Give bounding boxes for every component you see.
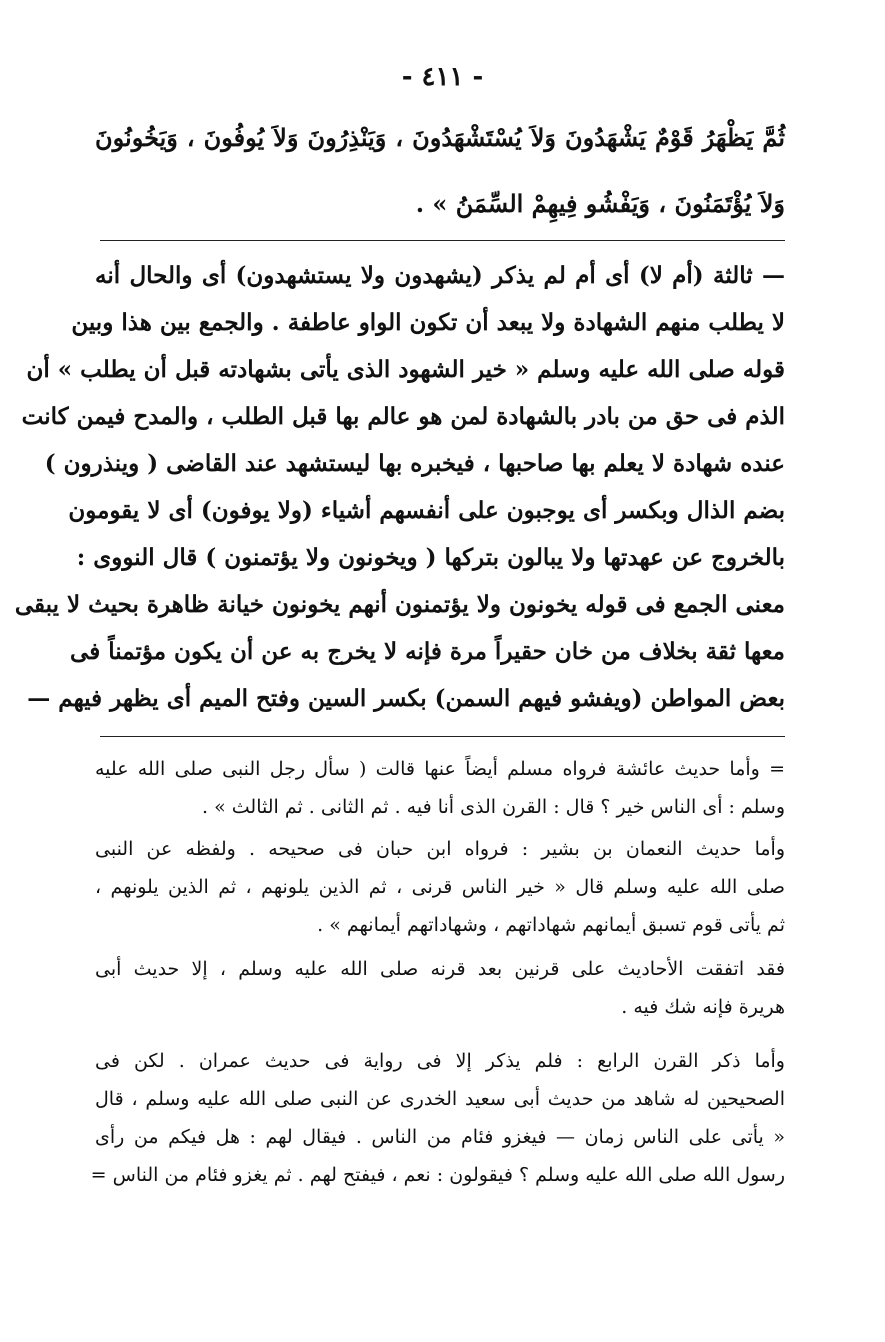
commentary-line: الذم فى حق من بادر بالشهادة لمن هو عالم بها قبل الطلب ، والمدح فيمن كانت — [21, 403, 785, 430]
divider-top — [100, 240, 785, 241]
commentary-line: بالخروج عن عهدتها ولا يبالون بتركها ( ويخونون ولا يؤتمنون ) قال النووى : — [76, 544, 785, 571]
page-number: - ٤١١ - — [401, 62, 484, 92]
footnote-line: وسلم : أى الناس خير ؟ قال : القرن الذى أنا فيه . ثم الثانى . ثم الثالث » . — [202, 796, 785, 818]
footnote-line: وأما ذكر القرن الرابع : فلم يذكر إلا فى رواية فى حديث عمران . لكن فى — [95, 1050, 785, 1072]
commentary-line: معها ثقة بخلاف من خان حقيراً مرة فإنه لا يخرج به عن أن يكون مؤتمناً فى — [70, 638, 785, 665]
commentary-line: بعض المواطن (ويفشو فيهم السمن) بكسر السين وفتح الميم أى يظهر فيهم — — [27, 685, 785, 712]
footnote-line: ثم يأتى قوم تسبق أيمانهم شهاداتهم ، وشهاداتهم أيمانهم » . — [317, 914, 785, 936]
commentary-line: — ثالثة (أم لا) أى أم لم يذكر (يشهدون ولا يستشهدون) أى والحال أنه — [95, 262, 785, 289]
footnote-line: الصحيحين له شاهد من حديث أبى سعيد الخدرى عن النبى صلى الله عليه وسلم ، قال — [95, 1088, 785, 1110]
footnote-line: صلى الله عليه وسلم قال « خير الناس قرنى ، ثم الذين يلونهم ، ثم الذين يلونهم ، — [95, 876, 785, 898]
commentary-line: لا يطلب منهم الشهادة ولا يبعد أن تكون الواو عاطفة . والجمع بين هذا وبين — [71, 309, 785, 336]
divider-footnotes — [100, 736, 785, 737]
footnote-line: رسول الله صلى الله عليه وسلم ؟ فيقولون : نعم ، فيفتح لهم . ثم يغزو فئام من الناس = — [90, 1164, 785, 1186]
hadith-line: ثُمَّ يَظْهَرُ قَوْمٌ يَشْهَدُونَ وَلاَ يُسْتَشْهَدُونَ ، وَيَنْذِرُونَ وَلاَ يُوفُونَ ، وَيَخُونُونَ — [95, 123, 785, 152]
commentary-line: عنده شهادة لا يعلم بها صاحبها ، فيخبره بها ليستشهد عند القاضى ( وينذرون ) — [44, 450, 785, 477]
commentary-line: بضم الذال وبكسر أى يوجبون على أنفسهم أشياء (ولا يوفون) أى لا يقومون — [68, 497, 785, 524]
commentary-line: قوله صلى الله عليه وسلم « خير الشهود الذى يأتى بشهادته قبل أن يطلب » أن — [26, 356, 785, 383]
footnote-line: هريرة فإنه شك فيه . — [621, 996, 785, 1018]
footnote-line: « يأتى على الناس زمان — فيغزو فئام من الناس . فيقال لهم : هل فيكم من رأى — [95, 1126, 785, 1148]
footnote-line: وأما حديث النعمان بن بشير : فرواه ابن حبان فى صحيحه . ولفظه عن النبى — [95, 838, 785, 860]
footnote-line: فقد اتفقت الأحاديث على قرنين بعد قرنه صلى الله عليه وسلم ، إلا حديث أبى — [95, 958, 785, 980]
footnote-line: = وأما حديث عائشة فرواه مسلم أيضاً عنها قالت ( سأل رجل النبى صلى الله عليه — [95, 758, 785, 780]
commentary-line: معنى الجمع فى قوله يخونون ولا يؤتمنون أنهم يخونون خيانة ظاهرة بحيث لا يبقى — [14, 591, 785, 618]
hadith-line: وَلاَ يُؤْتَمَنُونَ ، وَيَفْشُو فِيهِمْ السِّمَنُ » . — [415, 189, 785, 218]
